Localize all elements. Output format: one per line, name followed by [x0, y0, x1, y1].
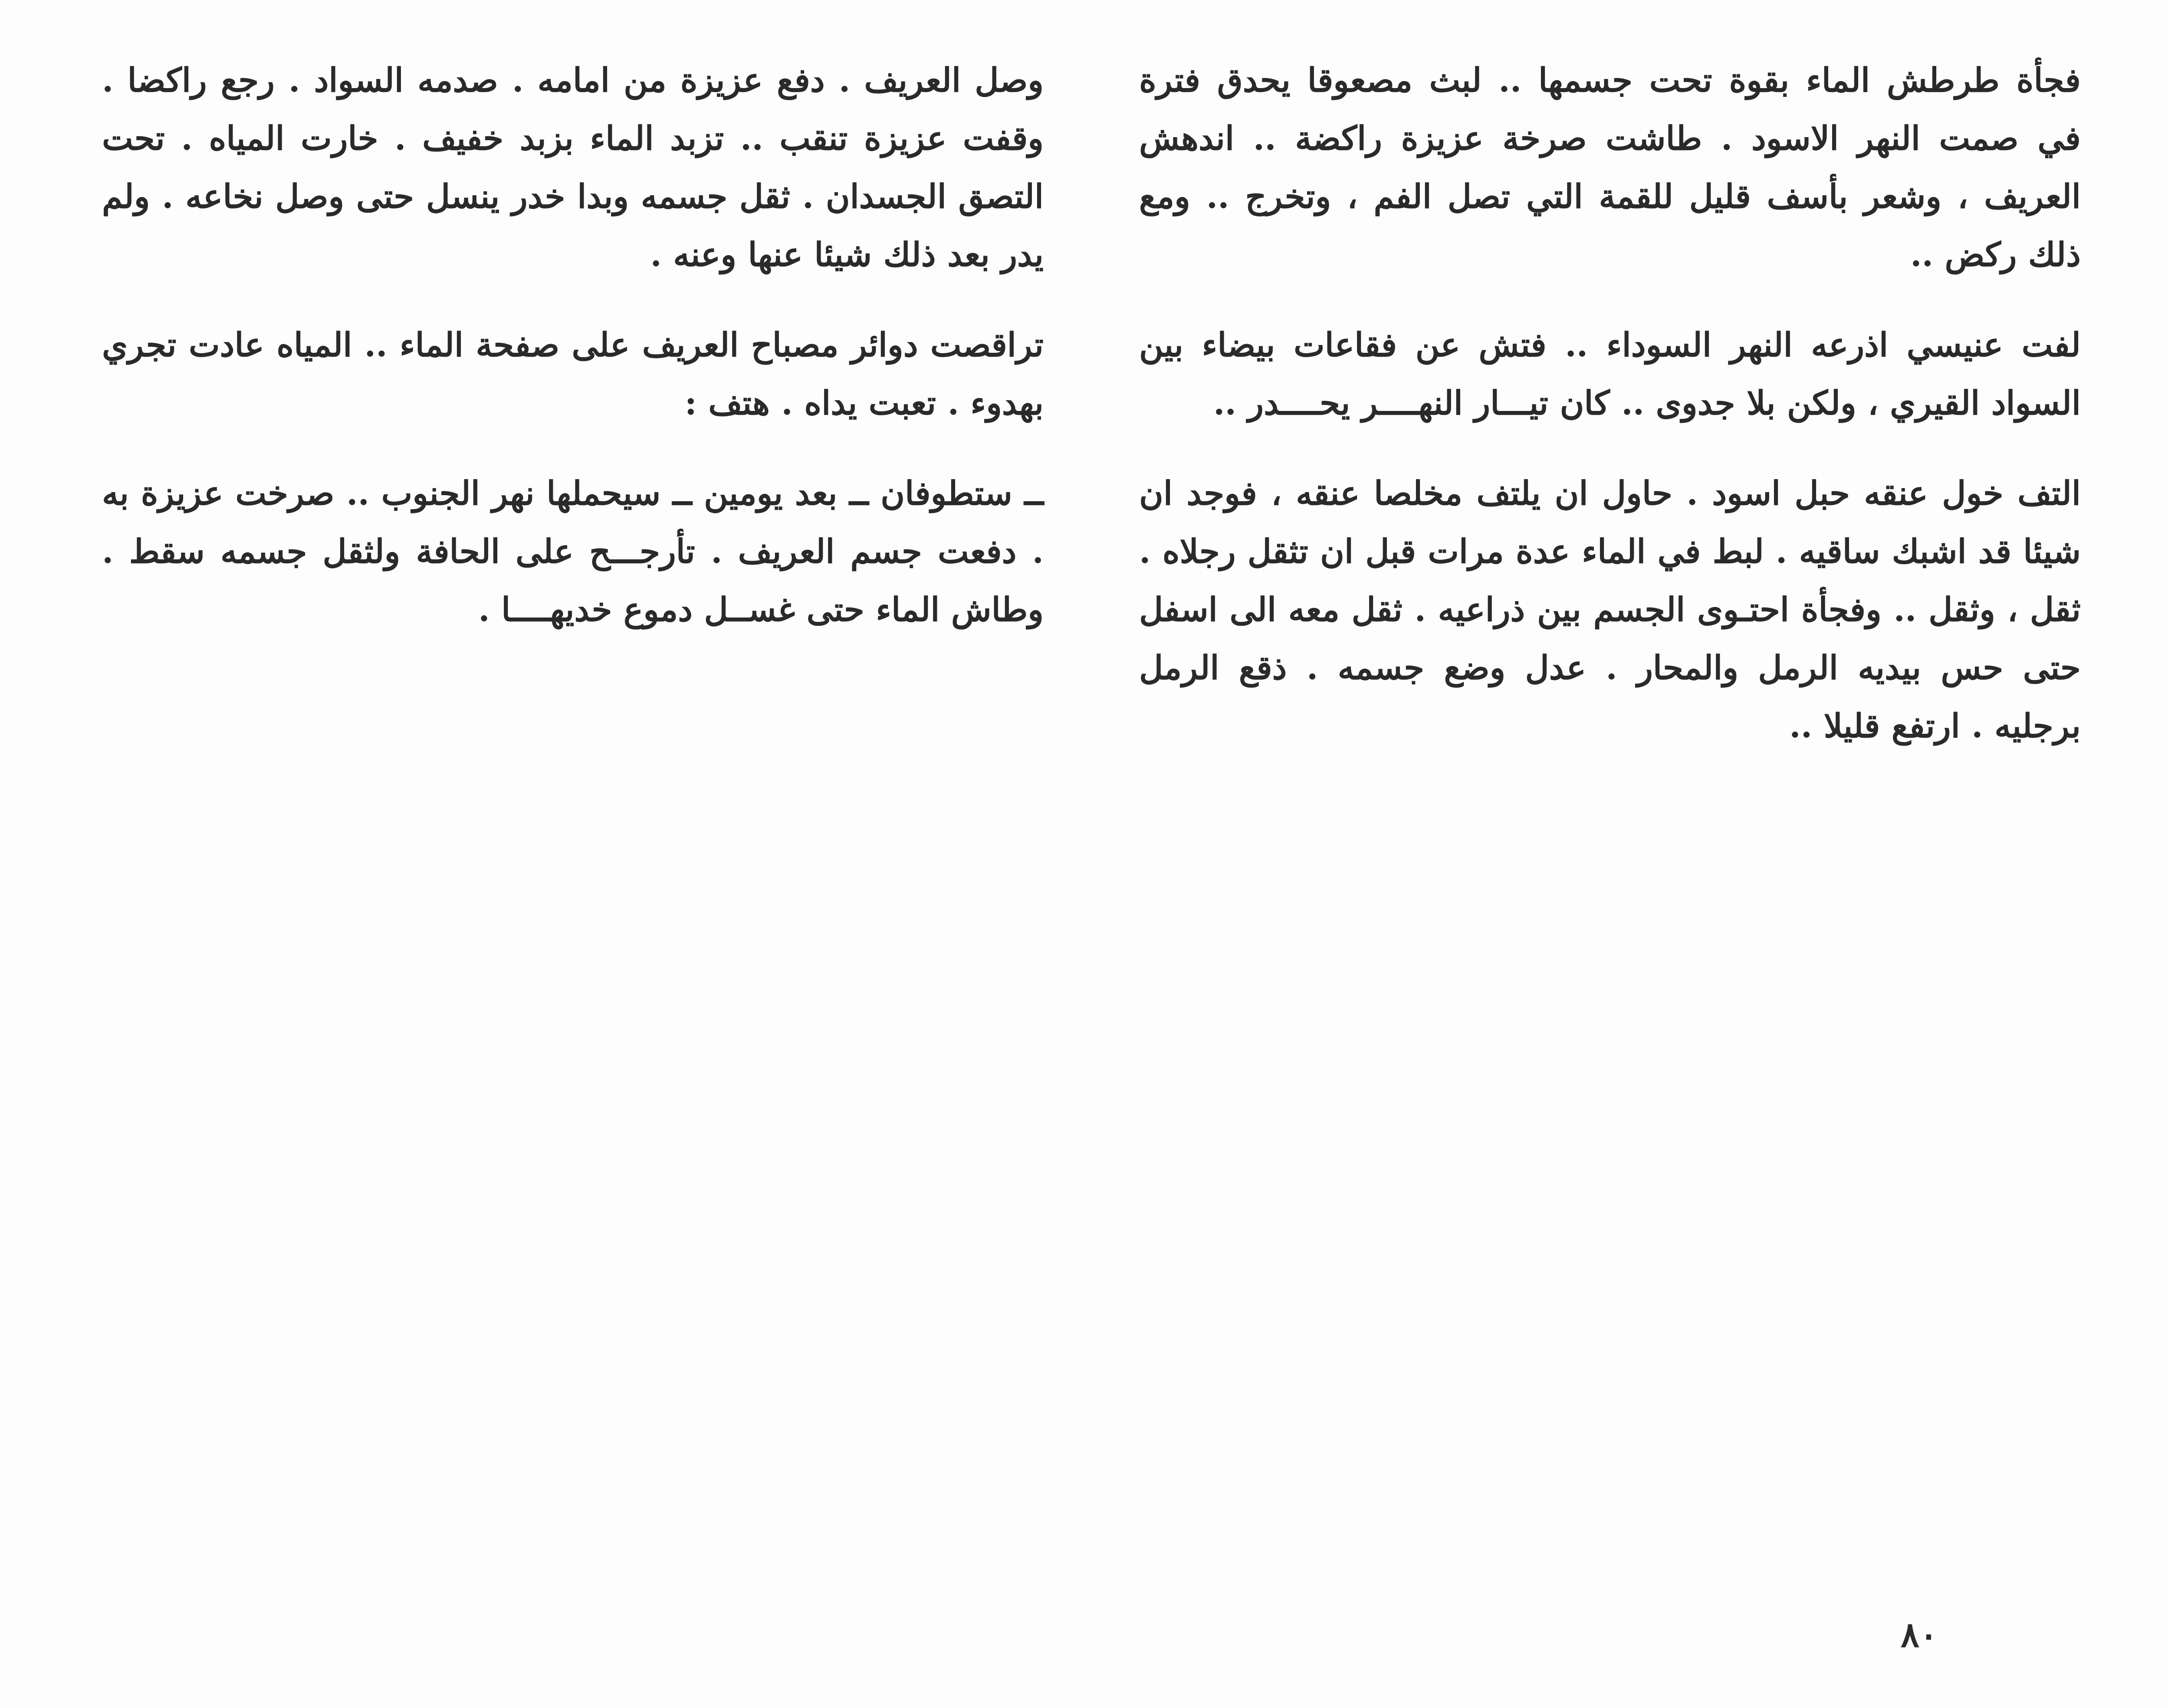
left-text-column [102, 51, 1044, 671]
paragraph: التف خول عنقه حبل اسود . حاول ان يلتف مخلصا عنقه ، فوجد ان شيئا قد اشبك ساقيه . لبط في الماء عدة مرات قبل ان تثقل رجلاه . ثقل ، وثقل .. وفجأة احتـوى الجسم بين ذراعيه . ثقل معه الى اسفل حتى حس بيديه الرمل والمحار . عدل وضع جسمه . ذقع الرمل برجليه . ارتفع قليلا .. [1139, 474, 2081, 745]
paragraph: فجأة طرطش الماء بقوة تحت جسمها .. لبث مصعوقا يحدق فترة في صمت النهر الاسود . طاشت صرخة عزيزة راكضة .. اندهش العريف ، وشعر بأسف قليل للقمة التي تصل الفم ، وتخرج .. ومع ذلك ركض .. [1139, 61, 2081, 274]
page-number: ٨٠ [1901, 1614, 1938, 1655]
paragraph: وصل العريف . دفع عزيزة من امامه . صدمه السواد . رجع راكضا . وقفت عزيزة تنقب .. تزبد الماء بزبد خفيف . خارت المياه . تحت التصق الجسدان . ثقل جسمه وبدا خدر ينسل حتى وصل نخاعه . ولم يدر بعد ذلك شيئا عنها وعنه . [102, 61, 1044, 274]
paragraph: ــ ستطوفان ــ بعد يومين ــ سيحملها نهر الجنوب .. صرخت عزيزة به . دفعت جسم العريف . تأرجـــح على الحافة ولثقل جسمه سقط . وطاش الماء حتى غســل دموع خديهــــا . [102, 474, 1044, 629]
paragraph: تراقصت دوائر مصباح العريف على صفحة الماء .. المياه عادت تجري بهدوء . تعبت يداه . هتف : [102, 325, 1044, 422]
right-text-column [1139, 51, 2081, 787]
paragraph: لفت عنيسي اذرعه النهر السوداء .. فتش عن فقاعات بيضاء بين السواد القيري ، ولكن بلا جدوى .. كان تيـــار النهــــر يحــــدر .. [1139, 325, 2081, 422]
